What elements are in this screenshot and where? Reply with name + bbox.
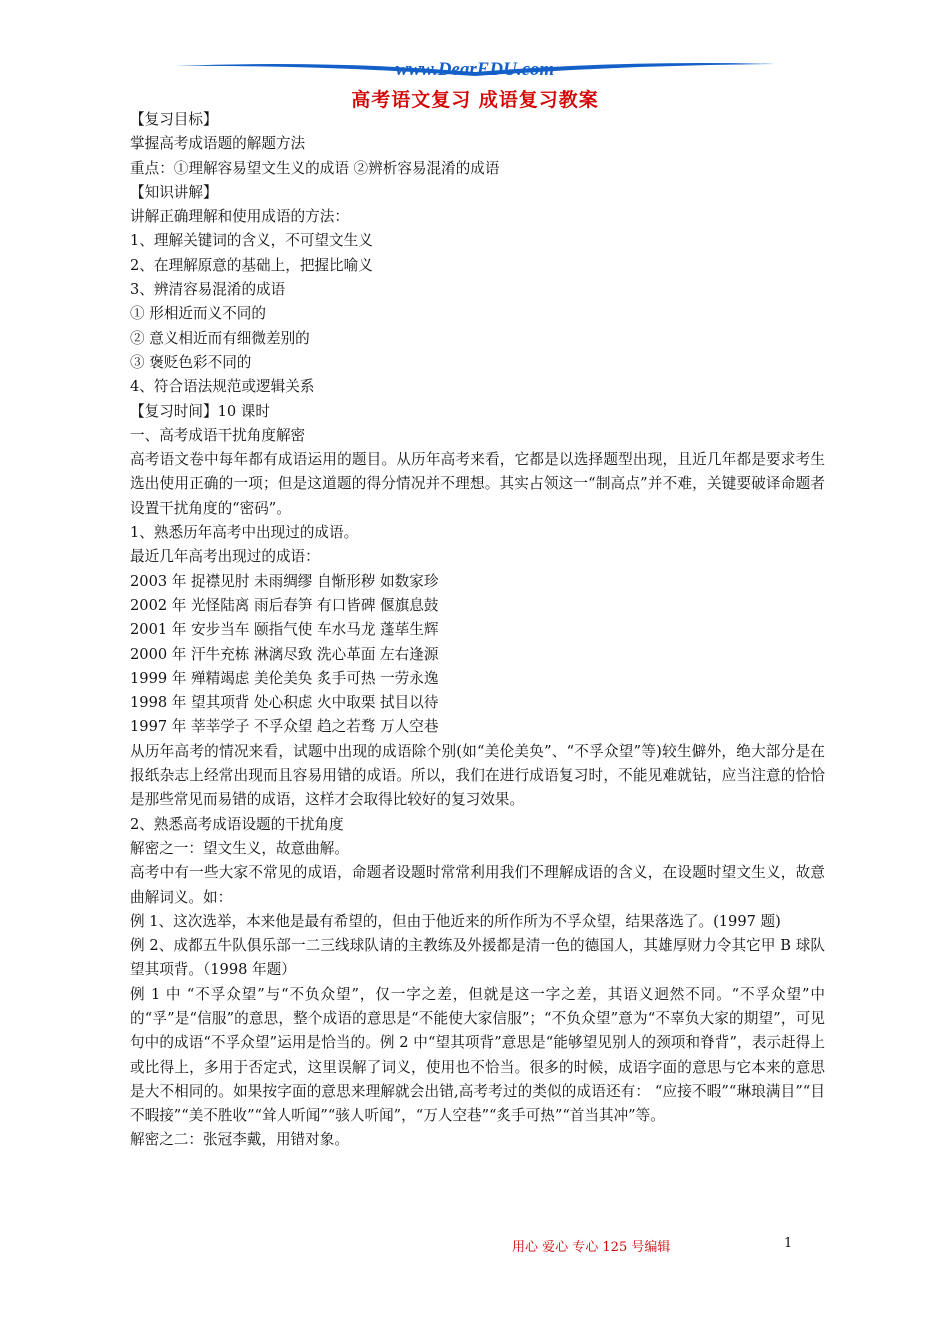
idiom-year-row: 2001 年 安步当车 颐指气使 车水马龙 蓬荜生辉 bbox=[130, 621, 439, 639]
paragraph: 重点：①理解容易望文生义的成语 ②辨析容易混淆的成语 bbox=[130, 159, 500, 177]
idiom-year-row: 2002 年 光怪陆离 雨后春笋 有口皆碑 偃旗息鼓 bbox=[130, 596, 439, 614]
paragraph: 例 1 中 “不孚众望”与“不负众望”，仅一字之差，但就是这一字之差，其语义迥然不同。“不孚众望”中的“孚”是“信服”的意思，整个成语的意思是“不能使大家信服”；“不负众望”意为“不辜负大家的期望”，可见句中的成语“不孚众望”运用是恰当的。例 2 中“望其项背”意思是“能够望见别人的颈项和脊背”，表示赶得上或比得上，多用于否定式，这里误解了词义，使用也不恰当。很多的时候，成语字面的意思与它本来的意思是大不相同的。如果按字面的意思来理解就会出错,高考考过的类似的成语还有： “应接不暇”“琳琅满目”“目不暇接”“美不胜收”“耸人听闻”“骇人听闻”，“万人空巷”“炙手可热”“首当其冲”等。 bbox=[130, 985, 825, 1125]
list-item: 2、在理解原意的基础上，把握比喻义 bbox=[130, 256, 373, 274]
idiom-year-row: 1997 年 莘莘学子 不孚众望 趋之若骛 万人空巷 bbox=[130, 718, 439, 736]
paragraph: 高考语文卷中每年都有成语运用的题目。从历年高考来看，它都是以选择题型出现，且近几年都是要求考生选出使用正确的一项；但是这道题的得分情况并不理想。其实占领这一“制高点”并不难，关键要破译命题者设置干扰角度的“密码”。 bbox=[130, 451, 825, 517]
paragraph: 2、熟悉高考成语设题的干扰角度 bbox=[130, 815, 344, 833]
paragraph: 从历年高考的情况来看，试题中出现的成语除个别(如“美伦美奂”、“不孚众望”等)较生僻外，绝大部分是在报纸杂志上经常出现而且容易用错的成语。所以，我们在进行成语复习时，不能见难就钻，应当注意的恰恰是那些常见而易错的成语，这样才会取得比较好的复习效果。 bbox=[130, 742, 825, 809]
list-item: ③ 褒贬色彩不同的 bbox=[130, 353, 252, 371]
paragraph: 最近几年高考出现过的成语： bbox=[130, 548, 320, 566]
footer-slogan: 用心 爱心 专心 125 号编辑 bbox=[512, 1240, 671, 1255]
list-item: ① 形相近而义不同的 bbox=[130, 305, 266, 323]
section-heading-time: 【复习时间】10 课时 bbox=[130, 402, 270, 420]
example-paragraph: 例 2、成都五牛队俱乐部一二三线球队请的主教练及外援都是清一色的德国人，其雄厚财力令其它甲 B 球队望其项背。（1998 年题） bbox=[130, 937, 825, 979]
example-paragraph: 例 1、这次选举，本来他是最有希望的，但由于他近来的所作所为不孚众望，结果落选了。(1997 题) bbox=[130, 912, 781, 930]
paragraph: 掌握高考成语题的解题方法 bbox=[130, 135, 306, 153]
section-heading-goals: 【复习目标】 bbox=[130, 111, 218, 128]
site-logo-text: www.DearEDU.com bbox=[395, 59, 555, 80]
page-number: 1 bbox=[784, 1236, 793, 1251]
paragraph: 解密之一：望文生义，故意曲解。 bbox=[130, 839, 349, 857]
document-body bbox=[130, 108, 825, 1153]
section-heading-knowledge: 【知识讲解】 bbox=[130, 183, 218, 201]
section-heading: 一、高考成语干扰角度解密 bbox=[130, 426, 306, 444]
paragraph: 讲解正确理解和使用成语的方法： bbox=[130, 208, 349, 226]
idiom-year-row: 1999 年 殚精竭虑 美伦美奂 炙手可热 一劳永逸 bbox=[130, 669, 439, 687]
list-item: 4、符合语法规范或逻辑关系 bbox=[130, 378, 315, 396]
list-item: 1、理解关键词的含义，不可望文生义 bbox=[130, 232, 373, 250]
idiom-year-row: 1998 年 望其项背 处心积虑 火中取栗 拭目以待 bbox=[130, 694, 439, 712]
list-item: 3、辨清容易混淆的成语 bbox=[130, 281, 286, 299]
paragraph: 解密之二：张冠李戴，用错对象。 bbox=[130, 1131, 349, 1149]
idiom-year-row: 2000 年 汗牛充栋 淋漓尽致 洗心革面 左右逢源 bbox=[130, 645, 439, 663]
page-title: 高考语文复习 成语复习教案 bbox=[351, 89, 599, 111]
paragraph: 高考中有一些大家不常见的成语，命题者设题时常常利用我们不理解成语的含义，在设题时望文生义，故意曲解词义。如： bbox=[130, 864, 825, 906]
idiom-year-row: 2003 年 捉襟见肘 未雨绸缪 自惭形秽 如数家珍 bbox=[130, 572, 439, 590]
paragraph: 1、熟悉历年高考中出现过的成语。 bbox=[130, 524, 359, 542]
list-item: ② 意义相近而有细微差别的 bbox=[130, 329, 310, 347]
